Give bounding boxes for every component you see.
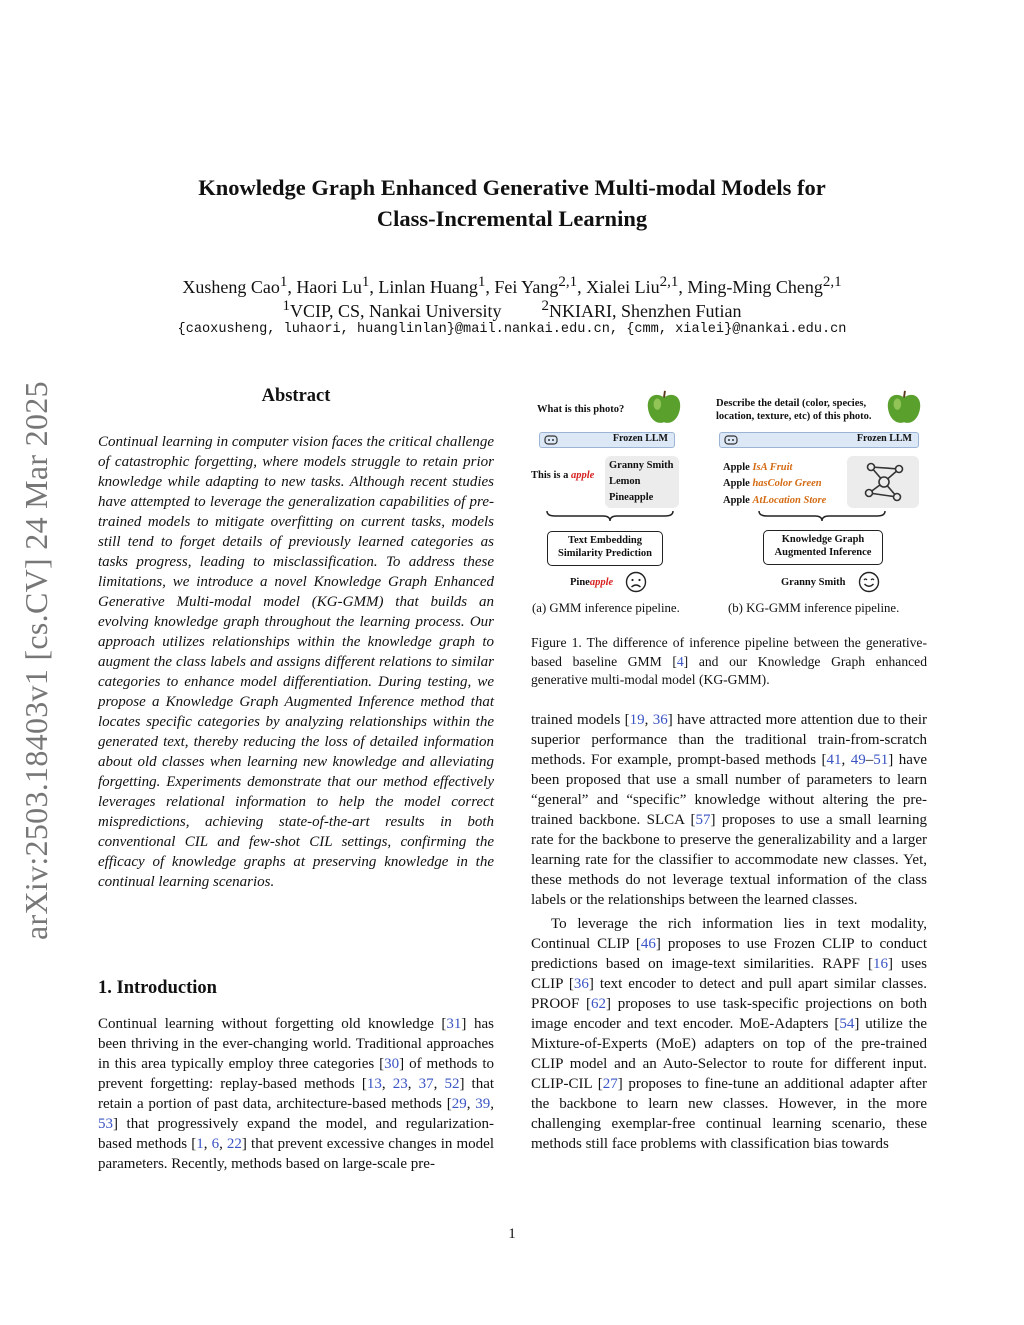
author-list: Xusheng Cao$^1$, Haori Lu$^1$, Linlan Huang$^1$, Fei Yang$^{2,1}$, Xialei Liu$^{2,1}$, Ming-Ming Cheng$^{2,1}$ [182,274,842,297]
generated-answer-a: This is a apple [531,470,595,481]
kg-relation-line: Apple AtLocation Store [723,495,827,506]
citation-link[interactable]: 13 [366,1076,382,1092]
kg-relation-line: Apple hasColor Green [723,478,822,489]
citation-link[interactable]: 53 [98,1116,113,1132]
kg-augmented-inference-box: Knowledge Graph Augmented Inference [763,530,883,565]
author-name: Haori Lu [296,277,362,297]
citation-link[interactable]: 22 [226,1136,242,1152]
citation-link[interactable]: 51 [873,752,889,768]
paragraph: trained models [19, 36] have attracted more attention due to their superior performance than the traditional train-from-scratch methods. For example, prompt-based methods [41, 49–51] have been proposed that use a small number of parameters to learn “general” and “specific” knowledge without altering the pre-trained backbone. SLCA [57] proposes to use a small learning rate for the backbone to preserve the generalizability and a larger learning rate for the classifier to accommodate new classes. Yet, these methods do not leverage textual information of the class labels or the relationships between the learned classes. [531,712,928,908]
question-b: Describe the detail (color, species, location, texture, etc) of this photo. [716,398,872,422]
abstract-heading: Abstract [261,386,331,406]
abstract-body: Continual learning in computer vision faces the critical challenge of catastrophic forgetting, where models struggle to retain prior knowledge while adapting to new tasks. Although recent studies have attempted to leverage the generalization capabilities of pre-trained models to mitigate overfitting on current tasks, models still tend to forget details of previously learned categories as tasks progress, leading to misclassification. To address these limitations, we introduce a novel Knowledge Graph Enhanced Generative Multi-modal model (KG-GMM) that builds an evolving knowledge graph throughout the learning process. Our approach utilizes relationships within the knowledge graph to augment the class labels and assigns different relations to similar categories to enhance model differentiation. During testing, we propose a Knowledge Graph Augmented Inference method that locates specific categories by analyzing relationships within the generated text, thereby reducing the loss of detailed information about old classes when learning new knowledge and alleviating forgetting. Experiments demonstrate that our method effectively leverages relational information to help the model correct mispredictions, achieving state-of-the-art results in both conventional CIL and few-shot CIL settings, confirming the efficacy of knowledge graphs at preserving knowledge in the continual learning scenarios. [98,434,494,890]
citation-link[interactable]: 36 [573,976,589,992]
frozen-llm-bar-a [539,432,675,448]
citation-link[interactable]: 49 [850,752,866,768]
subcaption-b: (b) KG-GMM inference pipeline. [728,601,900,615]
author-name: Ming-Ming Cheng [687,277,823,297]
section-heading-introduction: 1. Introduction [98,978,217,998]
citation-link[interactable]: 54 [839,1016,855,1032]
citation-link[interactable]: 37 [418,1076,434,1092]
affiliation-2: NKIARI, Shenzhen Futian [549,301,742,321]
smile-face-icon [858,571,880,593]
citation-link[interactable]: 62 [591,996,607,1012]
affiliation-1: VCIP, CS, Nankai University [290,301,502,321]
affil-sup: 1 [282,298,290,314]
citation-link[interactable]: 57 [695,812,711,828]
affil-sup: 2 [541,298,549,314]
author-name: Xusheng Cao [182,277,280,297]
frozen-llm-bar-b [719,432,919,448]
candidate-class: Pineapple [609,492,654,503]
affiliations [0,294,1024,323]
result-b: Granny Smith [781,577,846,588]
author-affil-sup: 2,1 [558,274,578,290]
title-line-1: Knowledge Graph Enhanced Generative Multi-modal Models for [198,175,826,200]
candidate-class: Granny Smith [609,460,674,471]
subcaption-a: (a) GMM inference pipeline. [532,601,680,615]
introduction-body: Continual learning without forgetting old knowledge [31] has been thriving in the ever-changing world. Traditional approaches in this area typically employ three categories [30] of methods to prevent forgetting: replay-based methods [13, 23, 37, 52] that retain a portion of past data, architecture-based methods [29, 39, 53] that progressively expand the model, and regularization-based methods [1, 6, 22] that prevent excessive changes in model parameters. Recently, methods based on large-scale pre- [98,1016,495,1172]
author-affil-sup: 2,1 [822,274,842,290]
author-affil-sup: 2,1 [659,274,679,290]
author-emails: {caoxusheng, luhaori, huanglinlan}@mail.nankai.edu.cn, {cmm, xialei}@nankai.edu.cn [177,322,847,337]
citation-link[interactable]: 41 [826,752,842,768]
figure-caption: Figure 1. The difference of inference pipeline between the generative-based baseline GMM [4] and our Knowledge Graph enhanced generative multi-modal model (KG-GMM). [531,635,928,687]
citation-link[interactable]: 39 [475,1096,491,1112]
author-name: Xialei Liu [586,277,660,297]
citation-link[interactable]: 31 [446,1016,462,1032]
candidate-class: Lemon [609,476,641,487]
sad-face-icon [625,571,647,593]
citation-link[interactable]: 19 [629,712,645,728]
brace-a [545,510,675,522]
text-embedding-box: Text Embedding Similarity Prediction [547,531,663,566]
citation-link[interactable]: 30 [384,1056,400,1072]
title-line-2: Class-Incremental Learning [376,206,648,231]
citation-link[interactable]: 36 [652,712,668,728]
paper-title [0,172,1024,234]
citation-link[interactable]: 1 [196,1136,204,1152]
author-affil-sup: 1 [361,274,370,290]
apple-image [885,388,923,426]
citation-link[interactable]: 16 [872,956,888,972]
apple-image [645,388,683,426]
author-name: Linlan Huang [378,277,478,297]
author-affil-sup: 1 [477,274,486,290]
brace-b [757,510,887,522]
result-a: Pineapple [570,577,614,588]
figure-1 [527,388,931,624]
frozen-llm-label: Frozen LLM [856,433,912,444]
citation-link[interactable]: 23 [392,1076,408,1092]
citation-link[interactable]: 46 [640,936,656,952]
citation-link[interactable]: 29 [451,1096,467,1112]
citation-link[interactable]: 27 [602,1076,618,1092]
citation-link[interactable]: 4 [676,653,684,669]
author-name: Fei Yang [494,277,559,297]
author-affil-sup: 1 [279,274,288,290]
citation-link[interactable]: 52 [444,1076,460,1092]
right-column-body [531,710,927,1158]
knowledge-graph-icon [861,459,907,505]
arxiv-stamp: arXiv:2503.18403v1 [cs.CV] 24 Mar 2025 [18,381,54,940]
frozen-llm-label: Frozen LLM [612,433,668,444]
question-a: What is this photo? [537,404,625,415]
page-number: 1 [508,1226,516,1242]
kg-relation-line: Apple IsA Fruit [723,462,793,473]
robot-icon [544,434,558,445]
paragraph: To leverage the rich information lies in text modality, Continual CLIP [46] proposes to use Frozen CLIP to conduct predictions based on image-text similarities. RAPF [16] uses CLIP [36] text encoder to detect and pull apart similar classes. PROOF [62] proposes to use task-specific projections on both image encoder and text encoder. MoE-Adapters [54] utilize the Mixture-of-Experts (MoE) adapters on top of the pre-trained CLIP model and an Auto-Selector to route for different input. CLIP-CIL [27] proposes to fine-tune an additional adapter after the backbone to learn new classes. However, in the more challenging exemplar-free continual learning scenario, these methods still face problems with classification bias towards [531,916,927,1152]
citation-link[interactable]: 6 [211,1136,220,1152]
robot-icon [724,434,738,445]
